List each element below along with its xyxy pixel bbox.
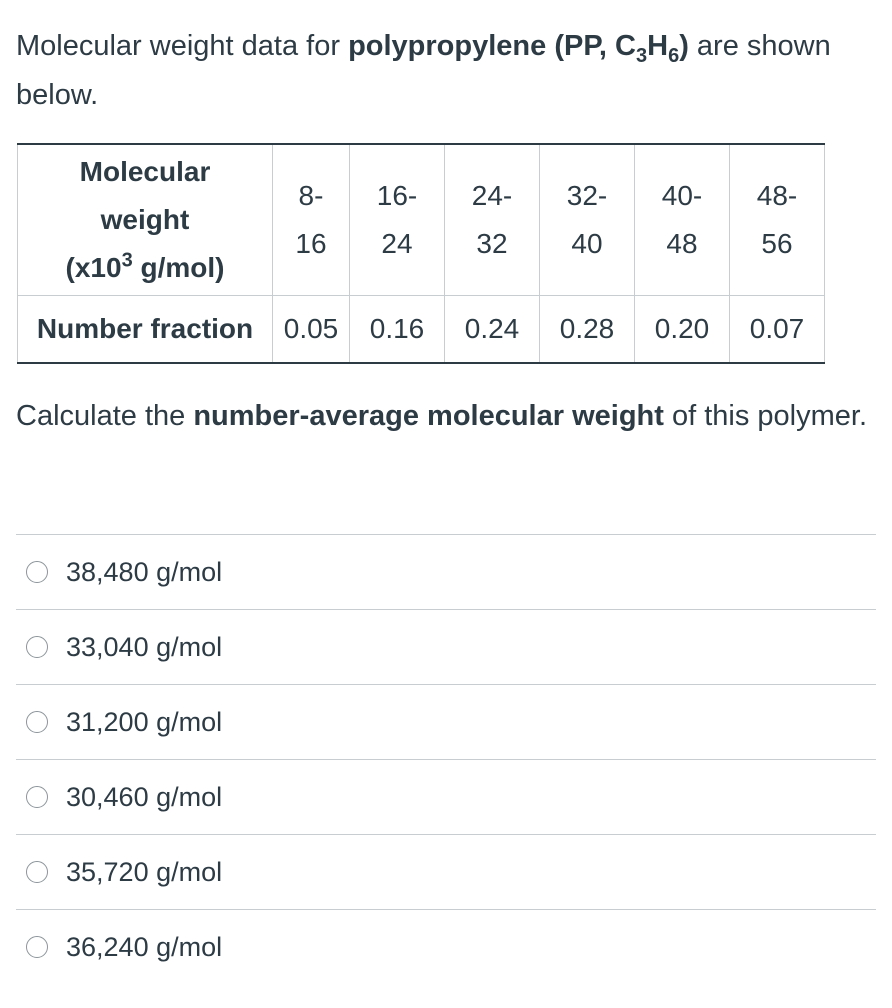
molecular-weight-header <box>18 144 273 296</box>
intro-plain: Molecular weight data for <box>16 30 349 62</box>
answer-option[interactable] <box>16 909 876 984</box>
fraction-cell: 0.05 <box>273 296 350 364</box>
radio-button[interactable] <box>26 936 48 958</box>
intro-after: are shown below. <box>16 30 831 111</box>
range-bottom: 56 <box>761 228 793 259</box>
radio-button[interactable] <box>26 561 48 583</box>
fraction-cell: 0.20 <box>635 296 730 364</box>
answer-option[interactable] <box>16 834 876 909</box>
range-cell <box>635 144 730 296</box>
radio-button[interactable] <box>26 636 48 658</box>
header-unit-sup: 3 <box>121 249 133 272</box>
answer-label[interactable]: 36,240 g/mol <box>66 931 223 962</box>
question-intro <box>16 22 876 120</box>
answer-label[interactable]: 31,200 g/mol <box>66 706 223 737</box>
prompt-after: of this polymer. <box>663 400 868 432</box>
fraction-cell: 0.24 <box>445 296 540 364</box>
header-line3 <box>65 249 225 283</box>
fraction-cell: 0.28 <box>540 296 635 364</box>
header-line1: Molecular <box>79 156 211 187</box>
prompt-bold: number-average molecular weight <box>193 400 664 432</box>
range-top: 32- <box>566 180 608 211</box>
range-top: 48- <box>756 180 798 211</box>
range-bottom: 16 <box>295 228 327 259</box>
range-bottom: 24 <box>381 228 413 259</box>
intro-bold-h: H <box>647 30 669 62</box>
radio-button[interactable] <box>26 861 48 883</box>
answer-label[interactable]: 35,720 g/mol <box>66 856 223 887</box>
intro-bold: polypropylene (PP, C <box>348 30 636 62</box>
range-cell <box>350 144 445 296</box>
radio-button[interactable] <box>26 786 48 808</box>
answer-label[interactable]: 38,480 g/mol <box>66 556 223 587</box>
radio-button[interactable] <box>26 711 48 733</box>
range-cell <box>273 144 350 296</box>
table-fraction-row <box>18 296 825 364</box>
range-cell <box>540 144 635 296</box>
intro-text <box>16 22 876 120</box>
range-top: 8- <box>298 180 324 211</box>
intro-sub-hydrogen: 6 <box>668 44 680 67</box>
header-unit-pre: (x10 <box>65 252 122 283</box>
number-fraction-header: Number fraction <box>18 296 273 364</box>
range-bottom: 40 <box>571 228 603 259</box>
answer-label[interactable]: 33,040 g/mol <box>66 631 223 662</box>
fraction-cell: 0.07 <box>730 296 825 364</box>
answer-option[interactable] <box>16 684 876 759</box>
header-line2: weight <box>100 204 190 235</box>
table-header-row <box>18 144 825 296</box>
range-bottom: 32 <box>476 228 508 259</box>
prompt-plain: Calculate the <box>16 400 194 432</box>
intro-bold-end: ) <box>679 30 689 62</box>
answer-label[interactable]: 30,460 g/mol <box>66 781 223 812</box>
answer-option[interactable] <box>16 534 876 609</box>
question-prompt <box>16 392 876 441</box>
molecular-weight-table <box>17 143 825 364</box>
range-top: 16- <box>376 180 418 211</box>
range-cell <box>730 144 825 296</box>
range-bottom: 48 <box>666 228 698 259</box>
intro-sub-carbon: 3 <box>635 44 648 67</box>
range-top: 40- <box>661 180 703 211</box>
answer-option[interactable] <box>16 759 876 834</box>
answer-list <box>16 534 876 984</box>
answer-option[interactable] <box>16 609 876 684</box>
fraction-cell: 0.16 <box>350 296 445 364</box>
range-top: 24- <box>471 180 513 211</box>
header-unit-post: g/mol) <box>132 252 225 283</box>
range-cell <box>445 144 540 296</box>
intro-polymer-name <box>348 30 689 67</box>
